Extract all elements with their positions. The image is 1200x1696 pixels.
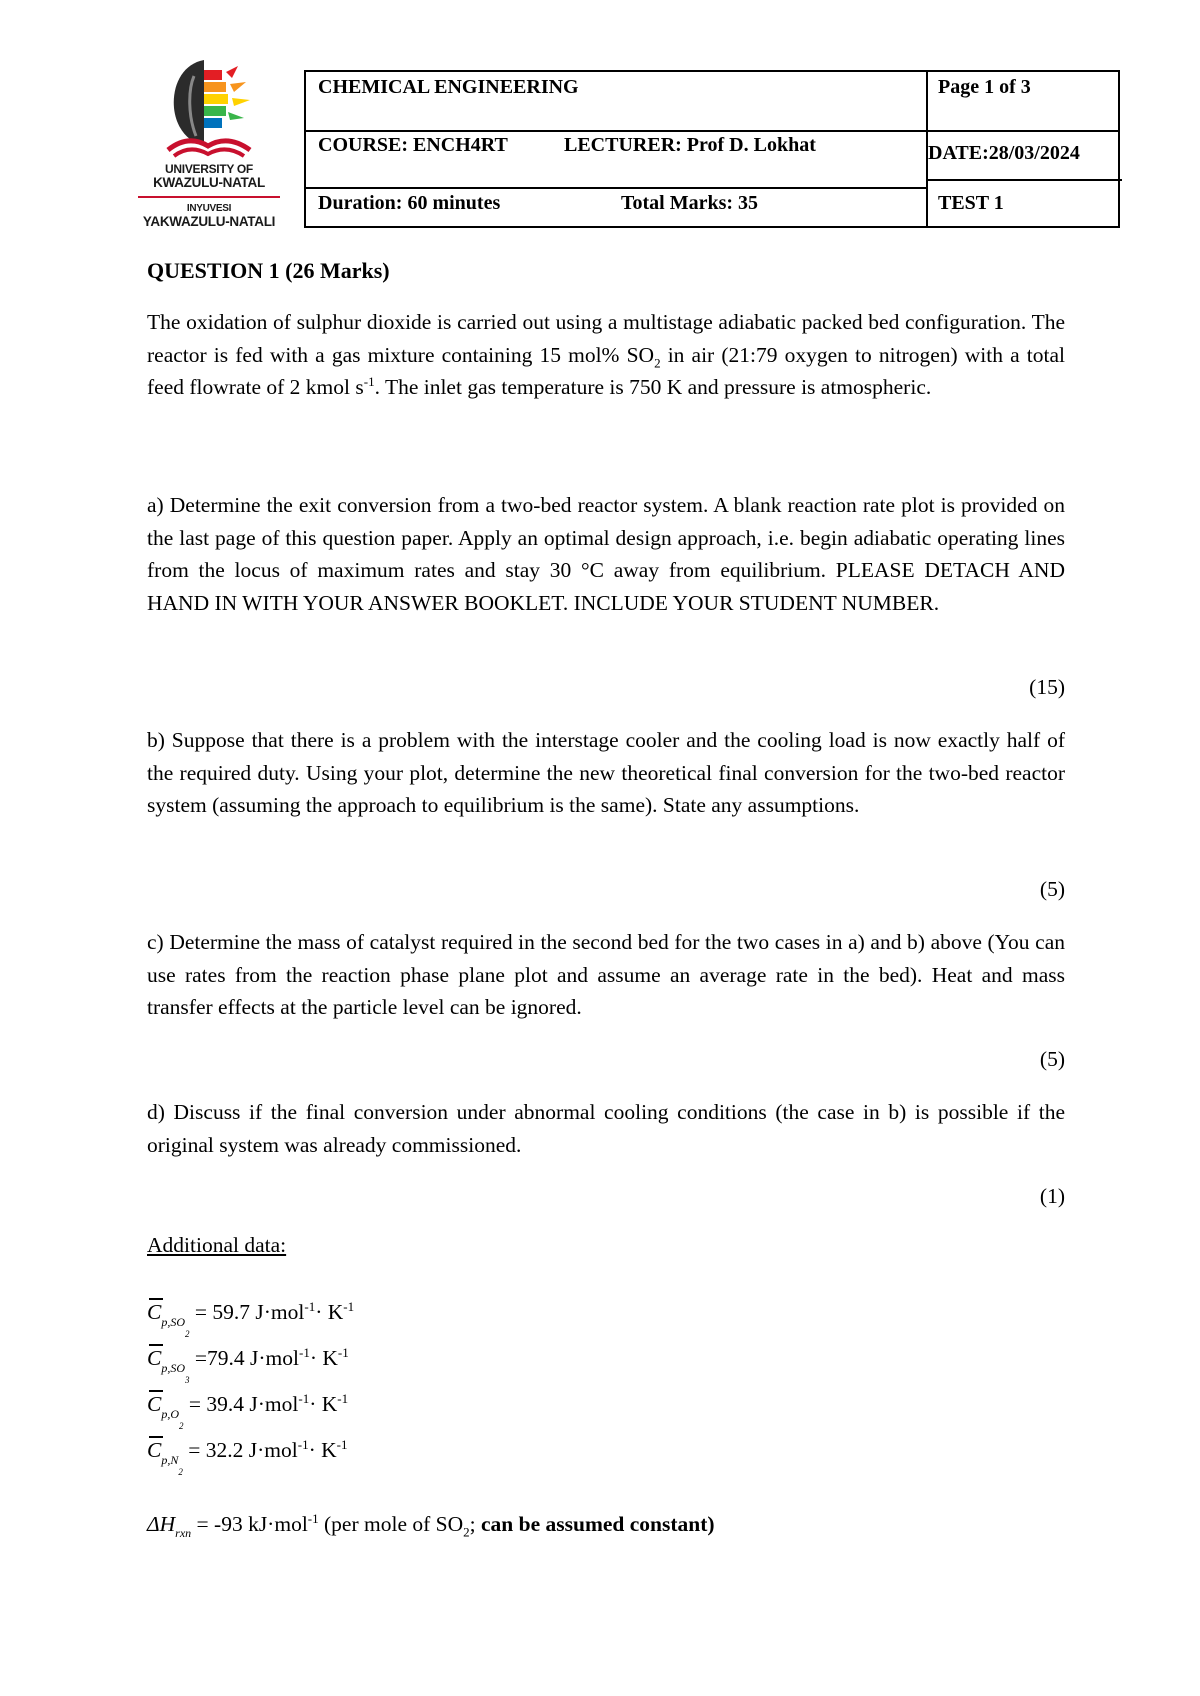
header-row-divider (926, 179, 1122, 181)
cp-species-subscript: 2 (185, 1329, 190, 1339)
cp-units: · K (308, 1438, 337, 1462)
logo-text-yakwazulu-natali: YAKWAZULU-NATALI (142, 214, 276, 229)
cp-units: J·mol (249, 1392, 299, 1416)
logo-text-university-of: UNIVERSITY OF (165, 162, 253, 176)
exam-header-table (304, 70, 1120, 228)
cp-units-sup: -1 (336, 1436, 348, 1452)
header-row-divider (306, 130, 1118, 132)
cp-species-subscript: 3 (185, 1375, 190, 1385)
enthalpy-units-sup: -1 (307, 1510, 319, 1526)
marks-part-d: (1) (1039, 1184, 1065, 1208)
intro-text: The oxidation of sulphur dioxide is carried out using a multistage adiabatic packed bed configuration. The reactor is fed with a gas mixture containing 15 mol% SO (147, 310, 1065, 367)
exam-duration: Duration: 60 minutes (318, 192, 501, 214)
cp-units-sup: -1 (297, 1436, 309, 1452)
cp-subscript: p, (161, 1315, 171, 1329)
header-row-divider (306, 187, 926, 189)
cp-units-sup: -1 (298, 1390, 310, 1406)
enthalpy-note: (per mole of SO (318, 1512, 464, 1536)
cp-symbol: C (147, 1438, 162, 1462)
intro-subscript: 2 (654, 354, 661, 370)
cp-units: J·mol (248, 1438, 298, 1462)
cp-subscript: p, (161, 1453, 171, 1467)
question-part-b: b) Suppose that there is a problem with the interstage cooler and the cooling load is now exactly half of the required duty. Using your plot, determine the new theoretical final conversion for the two-bed reactor system (assuming the approach to equilibrium is the same). State any assumptions. (147, 728, 1065, 817)
cp-species: SO (170, 1361, 186, 1375)
intro-superscript: -1 (363, 373, 375, 389)
intro-text: . The inlet gas temperature is 750 K and pressure is atmospheric. (374, 375, 932, 399)
department-label: CHEMICAL ENGINEERING (318, 76, 579, 98)
marks-part-b: (5) (1039, 877, 1065, 901)
exam-date: DATE:28/03/2024 (928, 142, 1080, 164)
logo-text-inyuvesi: INYUVESI (186, 203, 232, 214)
cp-value: =79.4 (194, 1346, 245, 1370)
enthalpy-note-subscript: 2 (463, 1524, 470, 1540)
question-intro (147, 306, 1065, 404)
cp-species-subscript: 2 (178, 1467, 183, 1477)
question-title: QUESTION 1 (26 Marks) (147, 258, 390, 283)
university-logo (136, 52, 282, 232)
cp-units: J·mol (250, 1346, 300, 1370)
total-marks: Total Marks: 35 (621, 192, 759, 214)
cp-symbol: C (147, 1300, 162, 1324)
intro-text: in air (21:79 oxygen to nitrogen) with a total feed flowrate of 2 kmol s (147, 342, 1066, 399)
cp-units-sup: -1 (337, 1390, 349, 1406)
logo-text-kwazulu-natal: KWAZULU-NATAL (153, 175, 265, 190)
cp-species-subscript: 2 (179, 1421, 184, 1431)
enthalpy-value: = -93 kJ·mol (196, 1512, 308, 1536)
cp-subscript: p, (161, 1407, 171, 1421)
cp-value: = 39.4 (188, 1392, 245, 1416)
additional-data-heading: Additional data: (147, 1233, 287, 1257)
cp-symbol: C (147, 1346, 162, 1370)
university-crest-icon (164, 56, 254, 160)
cp-value: = 32.2 (188, 1438, 244, 1462)
cp-units-sup: -1 (337, 1344, 349, 1360)
enthalpy-note: ; (469, 1512, 481, 1536)
question-part-d: d) Discuss if the final conversion under abnormal cooling conditions (the case in b) is possible if the original system was already commissioned. (147, 1100, 1065, 1157)
enthalpy-subscript: rxn (175, 1526, 192, 1540)
lecturer-name: LECTURER: Prof D. Lokhat (564, 134, 816, 156)
cp-units: J·mol (255, 1300, 305, 1324)
cp-units: · K (309, 1346, 338, 1370)
cp-item (147, 1300, 354, 1339)
cp-units: · K (309, 1392, 338, 1416)
enthalpy-line (147, 1512, 715, 1541)
question-part-c: c) Determine the mass of catalyst required in the second bed for the two cases in a) and b) above (You can use rates from the reaction phase plane plot and assume an average rate in the bed). Heat and mass transfer effects at the particle level can be ignored. (147, 930, 1065, 1019)
course-code: COURSE: ENCH4RT (318, 134, 508, 156)
cp-symbol: C (147, 1392, 162, 1416)
enthalpy-symbol: ΔH (147, 1512, 176, 1536)
marks-part-c: (5) (1039, 1047, 1065, 1071)
cp-item (147, 1392, 348, 1431)
cp-units: · K (315, 1300, 344, 1324)
cp-value: = 59.7 (194, 1300, 251, 1324)
cp-species: SO (170, 1315, 186, 1329)
cp-item (147, 1346, 349, 1385)
test-label: TEST 1 (938, 192, 1004, 214)
logo-divider (138, 196, 280, 198)
cp-units-sup: -1 (299, 1344, 310, 1360)
cp-units-sup: -1 (343, 1298, 355, 1314)
page-number: Page 1 of 3 (938, 76, 1031, 98)
cp-units-sup: -1 (304, 1298, 316, 1314)
cp-species: N (170, 1453, 179, 1467)
marks-part-a: (15) (1029, 675, 1065, 699)
cp-subscript: p, (161, 1361, 171, 1375)
cp-species: O (170, 1407, 180, 1421)
enthalpy-note-bold: can be assumed constant) (481, 1512, 715, 1536)
question-part-a: a) Determine the exit conversion from a two-bed reactor system. A blank reaction rate plot is provided on the last page of this question paper. Apply an optimal design approach, i.e. begin adiabatic operating lines from the locus of maximum rates and stay 30 °C away from equilibrium. PLEASE DETACH AND HAND IN WITH YOUR ANSWER BOOKLET. INCLUDE YOUR STUDENT NUMBER. (147, 493, 1065, 615)
cp-item (147, 1438, 347, 1477)
